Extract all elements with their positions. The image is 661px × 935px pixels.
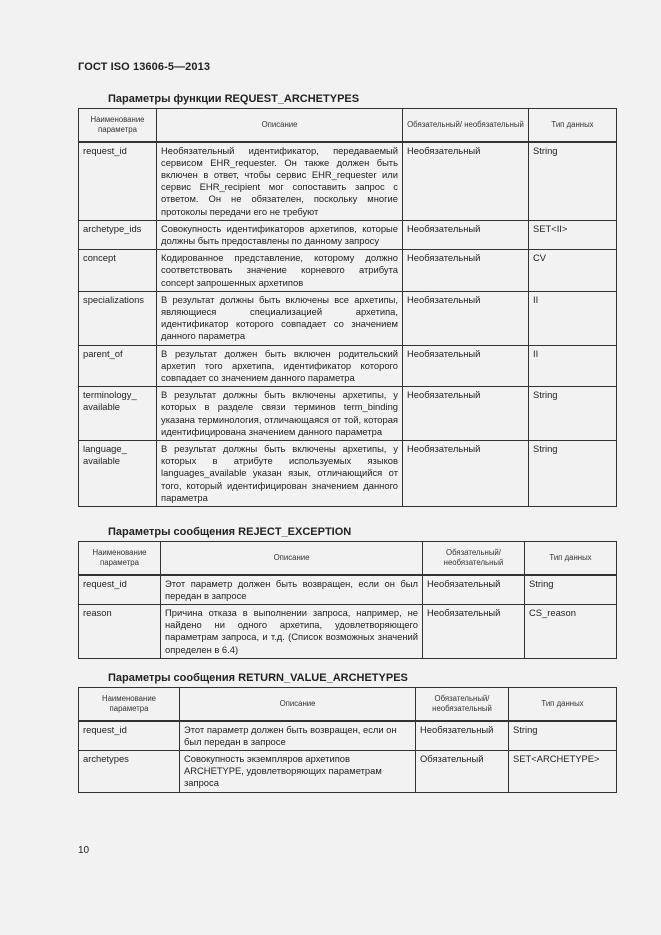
column-header-description: Описание — [157, 109, 403, 142]
param-type: SET<ARCHETYPE> — [509, 750, 617, 792]
table-row — [79, 575, 617, 605]
column-header-name: Наименование параметра — [79, 688, 180, 721]
table-row — [79, 345, 617, 387]
table-row — [79, 250, 617, 292]
table-row — [79, 604, 617, 658]
param-description: В результат должны быть включены архетипы, у которых в разделе связи терминов term_binding указана терминология, отличающаяся от той, которая идентифицирована значением данного параметра — [157, 387, 403, 441]
document-header: ГОСТ ISO 13606-5—2013 — [78, 61, 211, 73]
param-name: request_id — [79, 142, 157, 221]
param-type: String — [529, 387, 617, 441]
param-required: Необязательный — [403, 250, 529, 292]
param-required: Необязательный — [403, 387, 529, 441]
column-header-description: Описание — [161, 542, 423, 575]
param-name: request_id — [79, 575, 161, 605]
column-header-type: Тип данных — [509, 688, 617, 721]
param-description: В результат должны быть включены архетипы, у которых в атрибуте используемых языков languages_available указан язык, отличающийся от того, который идентифицирован значением данного параметра — [157, 440, 403, 506]
column-header-type: Тип данных — [529, 109, 617, 142]
column-header-required: Обязательный/ необязательный — [416, 688, 509, 721]
table-row — [79, 387, 617, 441]
param-description: Этот параметр должен быть возвращен, если он был передан в запросе — [161, 575, 423, 605]
param-type: SET<II> — [529, 220, 617, 249]
table-title-reject-exception: Параметры сообщения REJECT_EXCEPTION — [108, 526, 352, 538]
param-description: В результат должен быть включен родительский архетип того архетипа, идентификатор которого совпадает со значением данного параметра — [157, 345, 403, 387]
param-type: CV — [529, 250, 617, 292]
param-type: String — [529, 440, 617, 506]
param-description: Необязательный идентификатор, передаваемый сервисом EHR_requester. Он также должен быть включен в ответ, чтобы сервис EHR_requester или сервис EHR_recipient мог сопоставить запрос с ответом. Он не обязателен, поскольку многие протоколы передачи его не требуют — [157, 142, 403, 221]
param-description: Совокупность идентификаторов архетипов, которые должны быть предоставлены по данному запросу — [157, 220, 403, 249]
table-title-return-value-archetypes: Параметры сообщения RETURN_VALUE_ARCHETYPES — [108, 672, 408, 684]
table-row — [79, 750, 617, 792]
param-description: Причина отказа в выполнении запроса, например, не найдено ни одного архетипа, удовлетворяющего параметрам запроса, и т.д. (Список возможных значений определен в 6.4) — [161, 604, 423, 658]
param-required: Необязательный — [416, 721, 509, 751]
param-required: Необязательный — [403, 291, 529, 345]
column-header-type: Тип данных — [525, 542, 617, 575]
param-type: String — [525, 575, 617, 605]
param-required: Необязательный — [423, 575, 525, 605]
param-required: Обязательный — [416, 750, 509, 792]
param-name: language_ available — [79, 440, 157, 506]
table-row — [79, 220, 617, 249]
table-title-request-archetypes: Параметры функции REQUEST_ARCHETYPES — [108, 93, 360, 105]
param-required: Необязательный — [403, 142, 529, 221]
param-name: concept — [79, 250, 157, 292]
page-number: 10 — [78, 845, 90, 856]
table-return-value-archetypes — [78, 687, 617, 793]
param-name: request_id — [79, 721, 180, 751]
table-reject-exception — [78, 541, 617, 659]
param-required: Необязательный — [403, 440, 529, 506]
param-type: String — [509, 721, 617, 751]
column-header-name: Наименование параметра — [79, 542, 161, 575]
column-header-required: Обязательный/ необязательный — [423, 542, 525, 575]
param-description: Этот параметр должен быть возвращен, если он был передан в запросе — [180, 721, 416, 751]
param-description: Совокупность экземпляров архетипов ARCHETYPE, удовлетворяющих параметрам запроса — [180, 750, 416, 792]
param-description: Кодированное представление, которому должно соответствовать значение корневого атрибута concept запрошенных архетипов — [157, 250, 403, 292]
param-type: String — [529, 142, 617, 221]
column-header-name: Наименование параметра — [79, 109, 157, 142]
param-required: Необязательный — [403, 345, 529, 387]
table-row — [79, 291, 617, 345]
param-required: Необязательный — [403, 220, 529, 249]
param-name: terminology_ available — [79, 387, 157, 441]
param-type: CS_reason — [525, 604, 617, 658]
table-request-archetypes — [78, 108, 617, 507]
param-required: Необязательный — [423, 604, 525, 658]
param-name: archetype_ids — [79, 220, 157, 249]
table-row — [79, 440, 617, 506]
param-name: reason — [79, 604, 161, 658]
param-name: parent_of — [79, 345, 157, 387]
param-type: II — [529, 345, 617, 387]
param-name: specializations — [79, 291, 157, 345]
column-header-required: Обязательный/ необязательный — [403, 109, 529, 142]
param-description: В результат должны быть включены все архетипы, являющиеся специализацией архетипа, идентификатор которого совпадает со значением данного параметра — [157, 291, 403, 345]
param-name: archetypes — [79, 750, 180, 792]
param-type: II — [529, 291, 617, 345]
table-row — [79, 721, 617, 751]
column-header-description: Описание — [180, 688, 416, 721]
table-row — [79, 142, 617, 221]
